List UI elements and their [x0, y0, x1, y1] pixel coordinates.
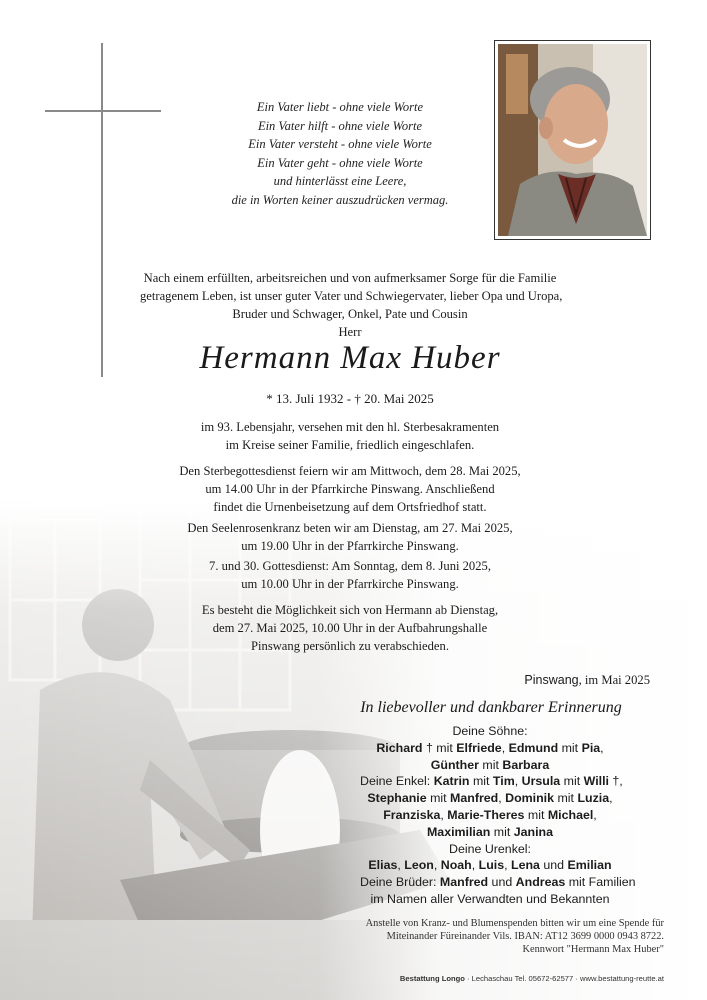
- life-dates: * 13. Juli 1932 - † 20. Mai 2025: [266, 391, 434, 406]
- age-text: [140, 418, 560, 454]
- age-line: im 93. Lebensjahr, versehen mit den hl. Sterbesakramenten: [200, 420, 500, 434]
- poem-line: Ein Vater hilft - ohne viele Worte: [257, 118, 423, 133]
- grandchildren-line-4: Maximilian mit Janina: [426, 824, 554, 839]
- funeral-line: um 14.00 Uhr in der Pfarrkirche Pinswang. Anschließend: [205, 482, 495, 496]
- rosary-line: um 19.00 Uhr in der Pfarrkirche Pinswang.: [241, 539, 459, 553]
- grandchildren-line-2: Stephanie mit Manfred, Dominik mit Luzia,: [367, 791, 613, 806]
- portrait-photo: [498, 44, 647, 236]
- poem-line: Ein Vater versteht - ohne viele Worte: [248, 137, 432, 152]
- brothers-line: Deine Brüder: Manfred und Andreas mit Familien: [360, 875, 636, 890]
- memorial-mass-text: [140, 557, 560, 593]
- cross-vertical-bar: [101, 43, 103, 377]
- intro-line: Bruder und Schwager, Onkel, Pate und Cousin: [232, 307, 468, 321]
- poem-line: und hinterlässt eine Leere,: [273, 174, 407, 189]
- farewell-line: Pinswang persönlich zu verabschieden.: [251, 639, 449, 653]
- rosary-text: [140, 519, 560, 555]
- intro-line: Herr: [338, 325, 362, 339]
- mass-line: um 10.00 Uhr in der Pfarrkirche Pinswang.: [241, 577, 459, 591]
- grandchildren-line-1: Deine Enkel: Katrin mit Tim, Ursula mit Willi †,: [360, 774, 623, 789]
- age-line: im Kreise seiner Familie, friedlich eingeschlafen.: [225, 438, 475, 452]
- farewell-text: [140, 601, 560, 655]
- donation-line: Anstelle von Kranz- und Blumenspenden bitten wir um eine Spende für: [365, 918, 664, 929]
- grandchildren-line-3: Franziska, Marie-Theres mit Michael,: [383, 807, 597, 822]
- sons-line-1: Richard † mit Elfriede, Edmund mit Pia,: [376, 740, 604, 755]
- funeral-home-name: Bestattung Longo: [399, 974, 465, 983]
- great-grandchildren-heading: Deine Urenkel:: [449, 841, 531, 856]
- poem-line: Ein Vater liebt - ohne viele Worte: [256, 100, 424, 114]
- poem-line: die in Worten keiner auszudrücken vermag.: [231, 192, 449, 207]
- great-grandchildren-line: Elias, Leon, Noah, Luis, Lena und Emilian: [368, 858, 612, 873]
- sons-heading: Deine Söhne:: [452, 724, 528, 738]
- funeral-home-contact: · Lechaschau Tel. 05672-62577 · www.bestattung-reutte.at: [464, 974, 664, 983]
- donation-note: [300, 918, 664, 956]
- cross-horizontal-bar: [45, 110, 161, 112]
- intro-line: getragenem Leben, ist unser guter Vater und Schwiegervater, lieber Opa und Uropa,: [140, 289, 563, 303]
- rosary-line: Den Seelenrosenkranz beten wir am Dienstag, am 27. Mai 2025,: [187, 521, 513, 535]
- intro-line: Nach einem erfüllten, arbeitsreichen und von aufmerksamer Sorge für die Familie: [143, 271, 557, 285]
- funeral-home-footer: [300, 974, 664, 983]
- farewell-line: dem 27. Mai 2025, 10.00 Uhr in der Aufbahrungshalle: [212, 621, 488, 635]
- donation-line: Miteinander Füreinander Vils. IBAN: AT12 3699 0000 0943 8722.: [386, 930, 664, 942]
- mass-line: 7. und 30. Gottesdienst: Am Sonntag, dem 8. Juni 2025,: [209, 559, 491, 573]
- farewell-line: Es besteht die Möglichkeit sich von Hermann ab Dienstag,: [201, 603, 499, 617]
- funeral-service-text: [140, 462, 560, 516]
- family-list: [360, 723, 636, 908]
- funeral-line: Den Sterbegottesdienst feiern wir am Mittwoch, dem 28. Mai 2025,: [179, 464, 521, 478]
- place-name: Pinswang: [524, 673, 579, 687]
- deceased-name: Hermann Max Huber: [199, 340, 501, 376]
- memory-heading: In liebevoller und dankbarer Erinnerung: [360, 699, 622, 716]
- memorial-poem: [190, 98, 490, 210]
- poem-line: Ein Vater geht - ohne viele Worte: [257, 155, 423, 170]
- sons-line-2: Günther mit Barbara: [430, 757, 550, 772]
- closing-line: im Namen aller Verwandten und Bekannten: [370, 891, 610, 906]
- intro-text: [140, 269, 563, 341]
- portrait-photo-frame: [494, 40, 651, 240]
- date-text: , im Mai 2025: [578, 673, 650, 687]
- funeral-line: findet die Urnenbeisetzung auf dem Ortsfriedhof statt.: [213, 500, 487, 514]
- place-date: [350, 673, 650, 688]
- donation-line: Kennwort "Hermann Max Huber": [522, 943, 664, 955]
